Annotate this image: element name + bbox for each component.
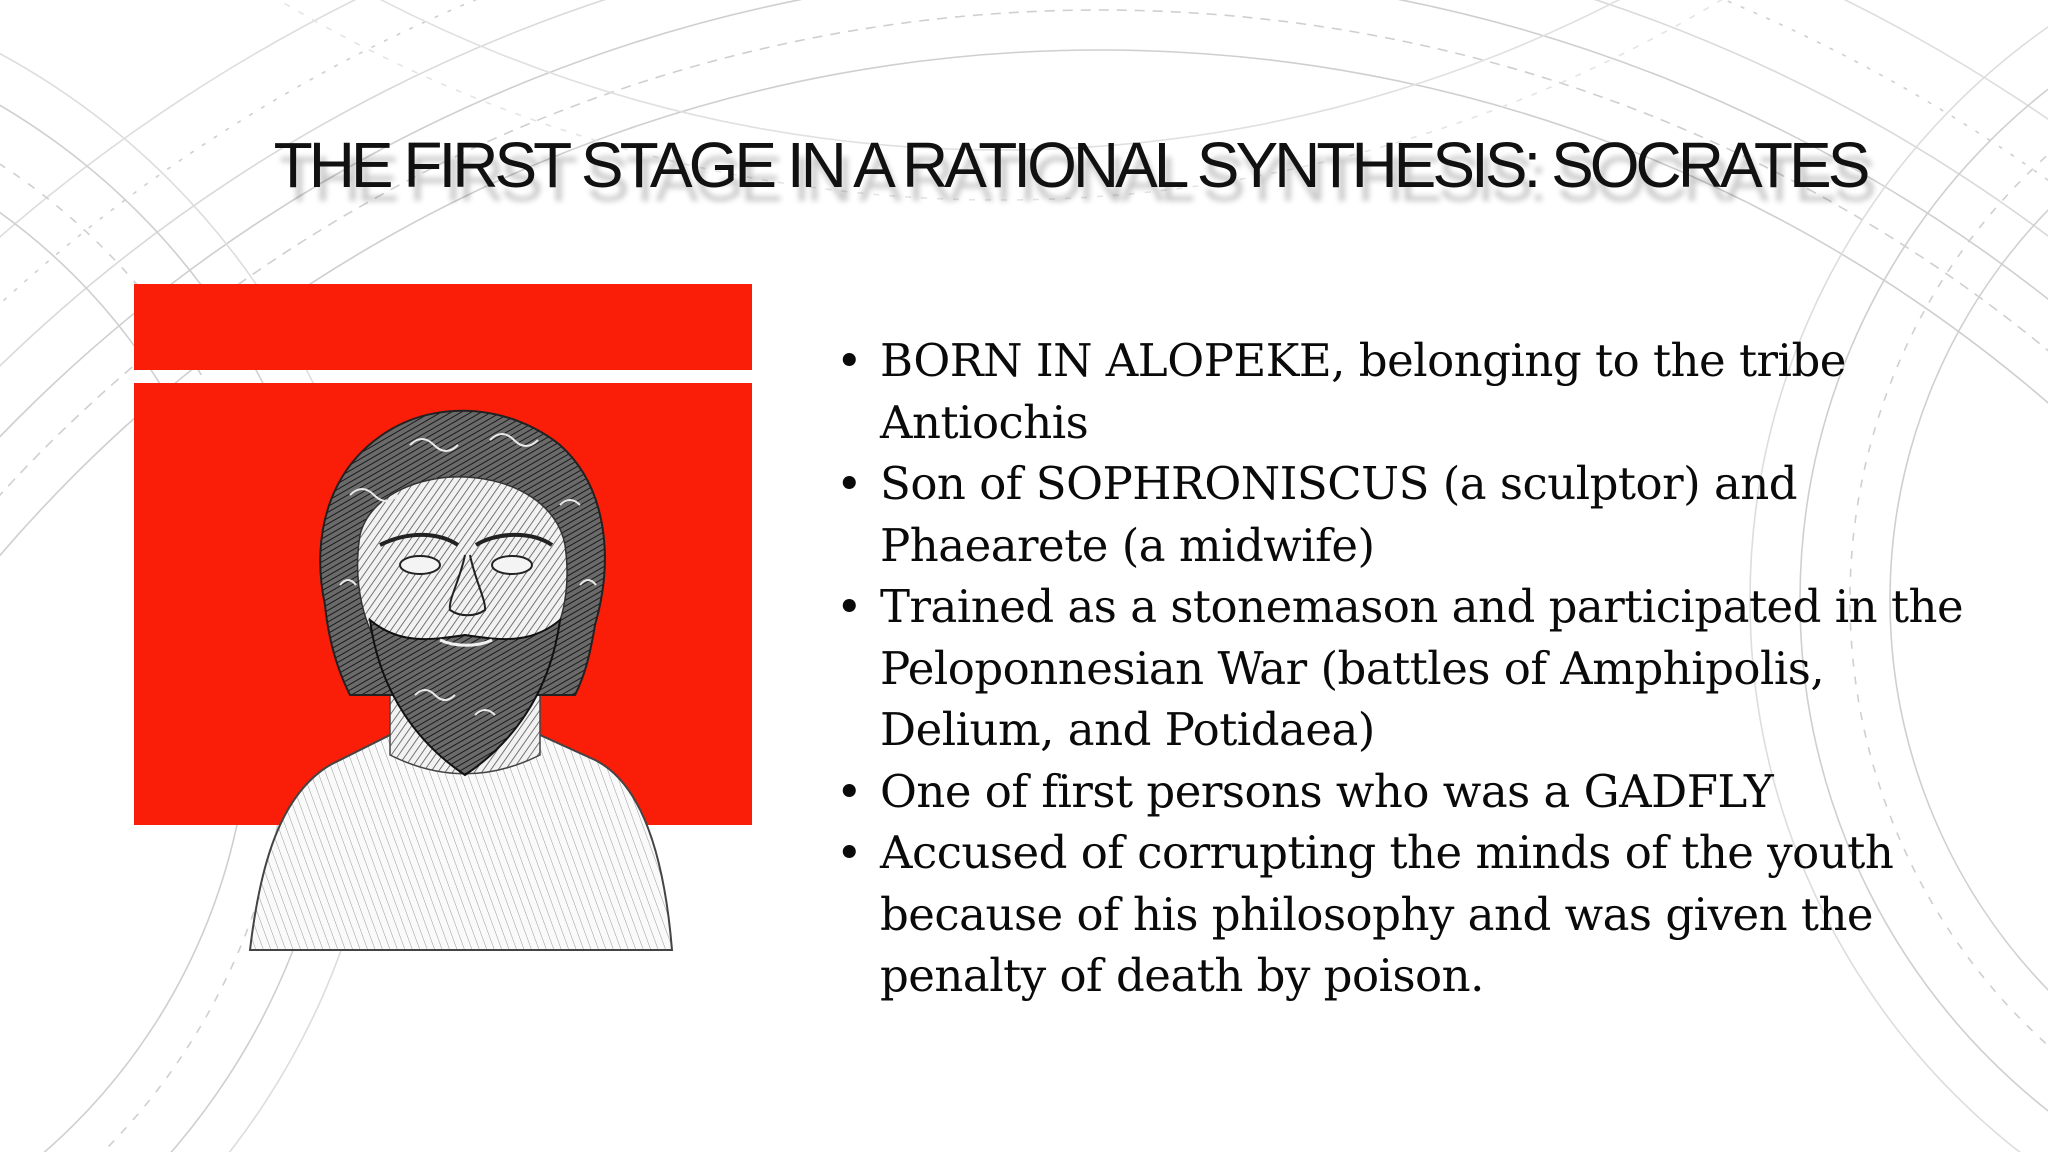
slide-title: THE FIRST STAGE IN A RATIONAL SYNTHESIS: SOCRATES (273, 129, 1867, 201)
bullet-born: • BORN IN ALOPEKE, belonging to the tribe Antiochis (836, 330, 2006, 453)
bullet-accused: • Accused of corrupting the minds of the youth because of his philosophy and was given the penalty of death by poison. (836, 822, 2006, 1007)
bullet-gadfly: • One of first persons who was a GADFLY (836, 761, 2006, 823)
bullet-list (836, 330, 2006, 1007)
red-accent-band (134, 284, 752, 370)
bullet-parents: • Son of SOPHRONISCUS (a sculptor) and Phaearete (a midwife) (836, 453, 2006, 576)
bullet-stonemason-war: • Trained as a stonemason and participated in the Peloponnesian War (battles of Amphipolis, Delium, and Potidaea) (836, 576, 2006, 761)
socrates-bust-icon (240, 395, 680, 965)
